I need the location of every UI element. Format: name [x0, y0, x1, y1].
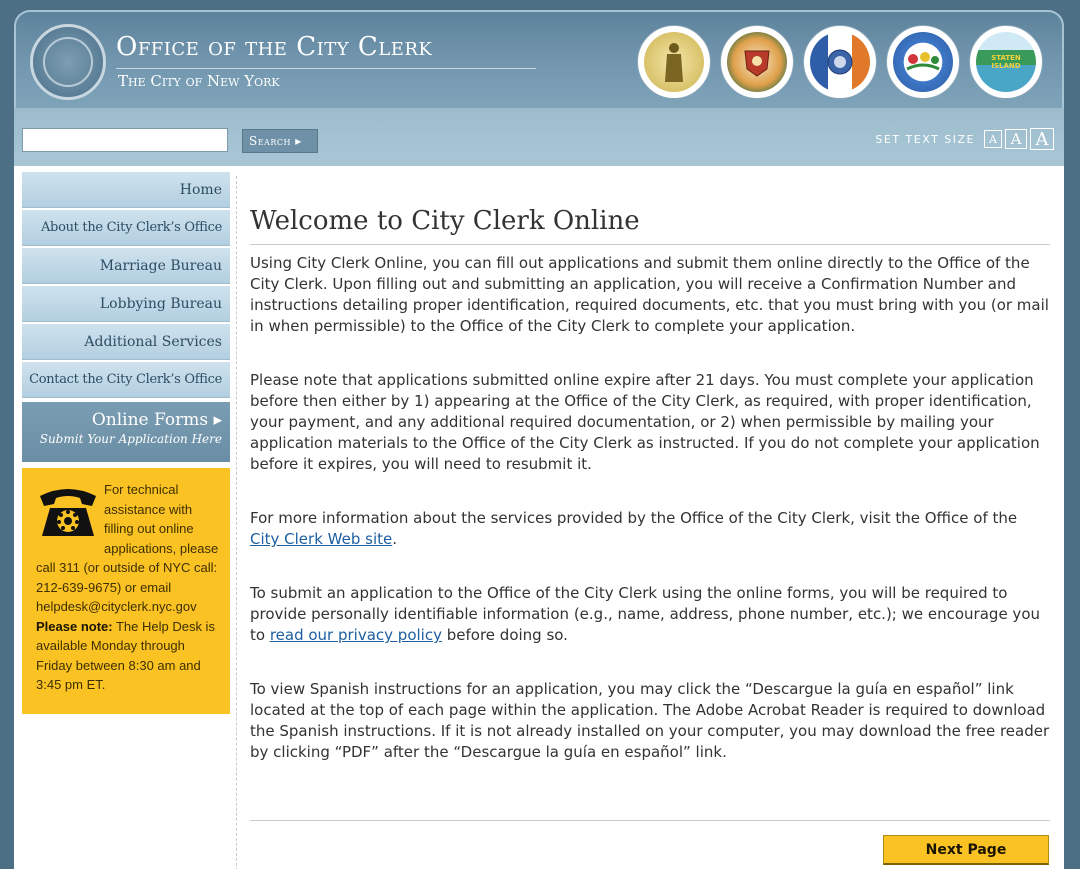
sidebar-item-contact[interactable]: Contact the City Clerk’s Office — [22, 362, 230, 398]
title-divider — [116, 68, 536, 69]
bottom-divider — [250, 820, 1050, 821]
help-note-label: Please note: — [36, 618, 113, 634]
queens-seal-icon — [893, 32, 953, 92]
sidebar-item-marriage-bureau[interactable]: Marriage Bureau — [22, 248, 230, 284]
page-frame — [14, 10, 1064, 869]
bronx-seal[interactable] — [638, 26, 710, 98]
more-info-text: For more information about the services provided by the Office of the City Clerk, visit the Office of the — [250, 509, 1018, 527]
city-seal-logo[interactable] — [30, 24, 106, 100]
privacy-policy-link[interactable]: read our privacy policy — [269, 626, 442, 644]
online-forms-title: Online Forms ▸ — [91, 410, 222, 430]
search-button[interactable]: Search ▸ — [242, 129, 318, 153]
staten-island-seal-icon — [976, 32, 1036, 92]
online-forms-subtitle: Submit Your Application Here — [39, 432, 222, 446]
text-size-label: SET TEXT SIZE — [875, 132, 975, 146]
help-desk-box — [22, 468, 230, 714]
site-title[interactable]: Office of the City Clerk — [116, 32, 433, 62]
staten-island-label: STATEN ISLAND — [991, 54, 1021, 70]
text-size-small-button[interactable]: A — [984, 130, 1002, 148]
queens-seal[interactable] — [887, 26, 959, 98]
help-note-text: The Help Desk is available Monday through Friday between 8:30 am and 3:45 pm ET. — [36, 618, 215, 692]
sidebar-item-additional-services[interactable]: Additional Services — [22, 324, 230, 360]
manhattan-seal-icon — [810, 32, 870, 92]
seal-inner-ring — [43, 37, 93, 87]
text-size-medium-button[interactable]: A — [1005, 129, 1027, 149]
brooklyn-seal-icon — [727, 32, 787, 92]
text-size-large-button[interactable]: A — [1030, 128, 1054, 150]
search-input[interactable] — [22, 128, 228, 152]
intro-paragraph: Using City Clerk Online, you can fill out applications and submit them online directly to the Office of the City Clerk. Upon filling out and submitting an application, you will receive a Confirmation Number and instructions detailing proper identification, required documents, etc. that you must bring with you (or mail in when permissible) to the Office of the City Clerk to complete your application. — [250, 254, 1049, 335]
privacy-paragraph — [250, 583, 1050, 646]
site-header — [16, 12, 1062, 108]
telephone-icon — [36, 482, 100, 540]
help-text: For technical assistance with filling out online applications, please call 311 (or outside of NYC call: 212-639-9675) or email helpdesk@cityclerk.nyc.gov — [36, 482, 219, 614]
search-bar — [14, 108, 1064, 166]
brooklyn-seal[interactable] — [721, 26, 793, 98]
content-area — [14, 166, 1064, 869]
next-page-button[interactable]: Next Page — [883, 835, 1049, 865]
bronx-seal-icon — [644, 32, 704, 92]
more-info-text-end: . — [392, 530, 398, 548]
sidebar-item-home[interactable]: Home — [22, 172, 230, 208]
main-content — [250, 206, 1050, 796]
spanish-instructions-paragraph: To view Spanish instructions for an application, you may click the “Descargue la guía en español” link located at the top of each page within the application. The Adobe Acrobat Reader is required to download the Spanish instructions. If it is not already installed on your computer, you may download the free reader by clicking “PDF” after the “Descargue la guía en español” link. — [250, 680, 1050, 761]
column-divider — [236, 176, 237, 869]
site-subtitle: The City of New York — [118, 72, 280, 90]
expiry-paragraph: Please note that applications submitted online expire after 21 days. You must complete your application before then either by 1) appearing at the Office of the City Clerk, as required, with proper identification, your payment, and any additional required documentation, or 2) when permissible by mailing your application materials to the Office of the City Clerk as instructed. If you do not complete your application before it expires, you will need to resubmit it. — [250, 371, 1040, 473]
manhattan-seal[interactable] — [804, 26, 876, 98]
text-size-control — [875, 128, 1054, 150]
sidebar — [22, 172, 230, 714]
page-title: Welcome to City Clerk Online — [250, 206, 1050, 245]
sidebar-item-about[interactable]: About the City Clerk’s Office — [22, 210, 230, 246]
sidebar-item-lobbying-bureau[interactable]: Lobbying Bureau — [22, 286, 230, 322]
online-forms-button[interactable] — [22, 402, 230, 462]
privacy-text-end: before doing so. — [441, 626, 568, 644]
city-clerk-website-link[interactable]: City Clerk Web site — [250, 530, 393, 548]
more-info-paragraph — [250, 508, 1050, 550]
staten-island-seal[interactable] — [970, 26, 1042, 98]
privacy-text: To submit an application to the Office of the City Clerk using the online forms, you will be required to provide personally identifiable information (e.g., name, address, phone number, etc.); we encourage you to — [250, 584, 1040, 644]
